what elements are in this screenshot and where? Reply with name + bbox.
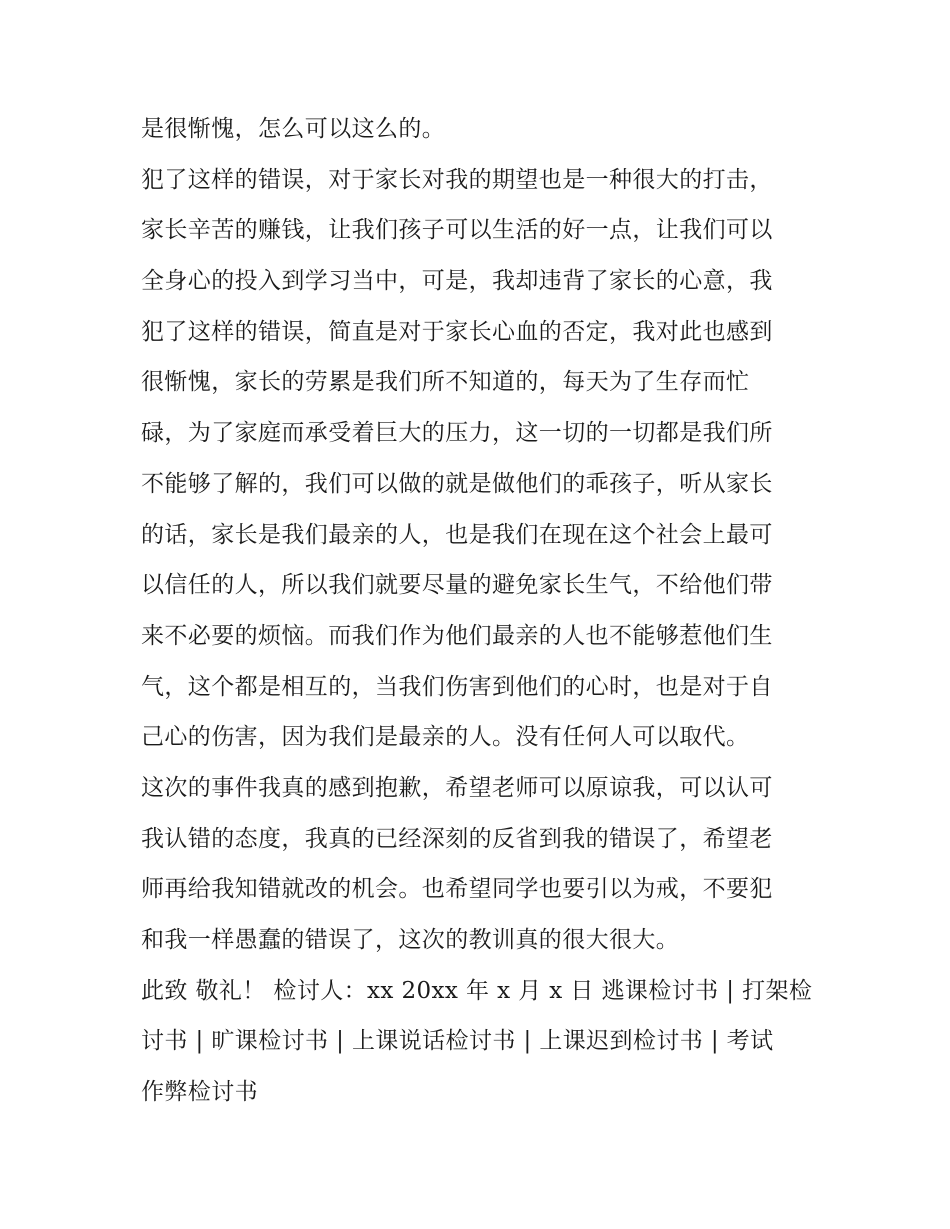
- text-line: 己心的伤害，因为我们是最亲的人。没有任何人可以取代。: [141, 724, 750, 751]
- text-line: 很惭愧，家长的劳累是我们所不知道的，每天为了生存而忙: [141, 369, 750, 396]
- text-line: 以信任的人，所以我们就要尽量的避免家长生气，不给他们带: [141, 572, 773, 599]
- text-line: 是很惭愧，怎么可以这么的。: [141, 116, 446, 142]
- text-line: 作弊检讨书: [141, 1079, 258, 1106]
- document-body: [141, 104, 816, 1118]
- text-line: 不能够了解的，我们可以做的就是做他们的乖孩子，听从家长: [141, 470, 773, 497]
- text-line: 师再给我知错就改的机会。也希望同学也要引以为戒，不要犯: [141, 876, 773, 903]
- text-line: 全身心的投入到学习当中，可是，我却违背了家长的心意，我: [141, 268, 773, 295]
- text-line: 犯了这样的错误，对于家长对我的期望也是一种很大的打击，: [141, 166, 773, 193]
- text-line: 的话，家长是我们最亲的人，也是我们在现在这个社会上最可: [141, 521, 773, 548]
- text-line: 碌，为了家庭而承受着巨大的压力，这一切的一切都是我们所: [141, 420, 773, 447]
- text-line: 这次的事件我真的感到抱歉，希望老师可以原谅我，可以认可: [141, 774, 773, 801]
- text-line: 我认错的态度，我真的已经深刻的反省到我的错误了，希望老: [141, 825, 773, 852]
- text-line: 气，这个都是相互的，当我们伤害到他们的心时，也是对于自: [141, 673, 773, 700]
- text-line: 和我一样愚蠢的错误了，这次的教训真的很大很大。: [141, 927, 680, 953]
- text-line: 讨书 | 旷课检讨书 | 上课说话检讨书 | 上课迟到检讨书 | 考试: [141, 1028, 774, 1055]
- text-line: 家长辛苦的赚钱，让我们孩子可以生活的好一点，让我们可以: [141, 217, 773, 244]
- text-line: 此致 敬礼！ 检讨人：xx 20xx 年 x 月 x 日 逃课检讨书 | 打架检: [141, 977, 813, 1004]
- text-line: 来不必要的烦恼。而我们作为他们最亲的人也不能够惹他们生: [141, 622, 773, 649]
- text-line: 犯了这样的错误，简直是对于家长心血的否定，我对此也感到: [141, 318, 773, 345]
